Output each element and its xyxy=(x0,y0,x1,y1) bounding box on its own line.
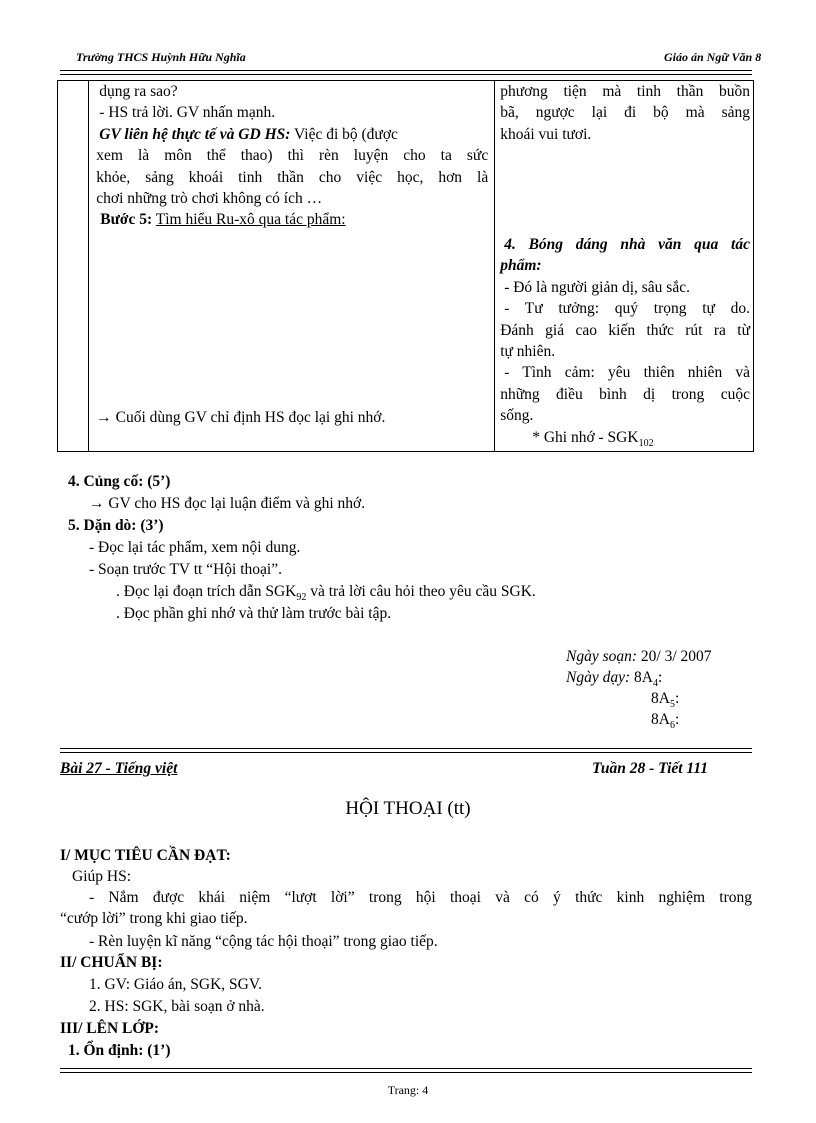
class-line xyxy=(651,709,679,736)
footer-rule xyxy=(60,1068,752,1073)
section4-heading: 4. Bóng dáng nhà văn qua tác xyxy=(504,236,750,253)
section4-heading-cont: phẩm: xyxy=(500,257,542,275)
left-bold-lead: GV liên hệ thực tế và GD HS: xyxy=(99,125,291,143)
class-suffix: : xyxy=(657,669,663,686)
section-line: Giúp HS: xyxy=(72,868,131,885)
consolidate-text: GV cho HS đọc lại luận điểm và ghi nhớ. xyxy=(108,495,366,512)
left-line: khỏe, sảng khoái tinh thần cho việc học, hơn là xyxy=(96,168,489,186)
homework-line: - Soạn trước TV tt “Hội thoại”. xyxy=(89,561,282,578)
class-sub: 6 xyxy=(669,720,675,732)
right-line: - Đó là người giản dị, sâu sắc. xyxy=(504,278,690,296)
left-line: xem là môn thể thao) thì rèn luyện cho ta sức xyxy=(96,147,489,165)
right-line: Đánh giá cao kiến thức rút ra từ xyxy=(500,321,750,339)
section-line: - Rèn luyện kĩ năng “cộng tác hội thoại” trong giao tiếp. xyxy=(89,933,438,950)
section-title: I/ MỤC TIÊU CẦN ĐẠT: xyxy=(60,847,231,864)
class-sub: 5 xyxy=(669,699,675,711)
homework-text: . Đọc lại đoạn trích dẫn SGK xyxy=(116,583,297,600)
step5-line xyxy=(96,209,488,230)
date-day xyxy=(566,667,662,694)
memo-note xyxy=(500,427,750,455)
class-code: 8A xyxy=(651,690,670,707)
left-line: dụng ra sao? xyxy=(99,83,178,100)
right-line: - Tư tưởng: quý trọng tự do. xyxy=(504,300,750,318)
section-title: II/ CHUẨN BỊ: xyxy=(60,954,163,971)
right-line: phương tiện mà tinh thần buồn xyxy=(500,83,750,100)
activity-table xyxy=(57,80,754,452)
left-line-rest: Việc đi bộ (được xyxy=(290,125,398,143)
right-section-4 xyxy=(500,234,750,454)
step5-label: Bước 5: xyxy=(100,211,153,229)
header-school: Trường THCS Huỳnh Hữu Nghĩa xyxy=(76,50,246,64)
class-code: 8A xyxy=(634,669,653,686)
class-suffix: : xyxy=(674,690,680,707)
section-line: 1. GV: Giáo án, SGK, SGV. xyxy=(89,976,262,993)
left-last-text: Cuối dùng GV chỉ định HS đọc lại ghi nhớ. xyxy=(115,409,386,426)
table-index-column xyxy=(58,81,89,452)
right-line: bã, ngược lại đi bộ mà sảng xyxy=(500,104,750,122)
lesson-right: Tuần 28 - Tiết 111 xyxy=(592,760,708,777)
arrow-icon: → xyxy=(89,495,105,512)
class-suffix: : xyxy=(674,711,680,728)
consolidate-title: 4. Củng cố: (5’) xyxy=(68,473,171,490)
class-sub: 4 xyxy=(652,678,658,690)
left-line: chơi những trò chơi không có ích … xyxy=(96,190,323,208)
section-title: III/ LÊN LỚP: xyxy=(60,1020,160,1037)
table-content-column xyxy=(495,81,754,452)
date-soan xyxy=(566,646,712,667)
date-soan-value: 20/ 3/ 2007 xyxy=(637,648,712,665)
section-line: 2. HS: SGK, bài soạn ở nhà. xyxy=(89,998,265,1015)
memo-note-text: * Ghi nhớ - SGK xyxy=(532,428,639,446)
page-number: Trang: 4 xyxy=(387,1083,429,1097)
left-last-line xyxy=(96,407,385,428)
date-soan-label: Ngày soạn: xyxy=(566,648,638,665)
homework-text: và trả lời câu hỏi theo yêu cầu SGK. xyxy=(306,583,536,600)
lesson-left: Bài 27 - Tiếng việt xyxy=(60,760,178,777)
right-line: - Tình cảm: yêu thiên nhiên và xyxy=(504,364,750,382)
class-code: 8A xyxy=(651,711,670,728)
arrow-icon: → xyxy=(96,409,112,426)
left-line: - HS trả lời. GV nhấn mạnh. xyxy=(99,104,276,122)
section-line: - Nắm được khái niệm “lượt lời” trong hội thoại và có ý thức kinh nghiệm trong xyxy=(89,889,752,906)
right-line: những điều bình dị trong cuộc xyxy=(500,385,750,403)
memo-note-sub: 102 xyxy=(638,437,654,449)
homework-title: 5. Dặn dò: (3’) xyxy=(68,517,164,534)
date-day-label: Ngày dạy: xyxy=(566,669,631,686)
step5-text: Tìm hiểu Ru-xô qua tác phẩm: xyxy=(155,211,346,229)
consolidate-line xyxy=(89,493,365,514)
homework-line: . Đọc phần ghi nhớ và thử làm trước bài tập. xyxy=(116,605,392,622)
lesson-title: HỘI THOẠI (tt) xyxy=(345,798,471,819)
right-line: tự nhiên. xyxy=(500,343,556,361)
lesson-rule xyxy=(60,748,752,753)
section-line: “cướp lời” trong khi giao tiếp. xyxy=(60,910,248,927)
homework-line: - Đọc lại tác phẩm, xem nội dung. xyxy=(89,539,301,556)
header-rule xyxy=(60,70,752,75)
table-teacher-column xyxy=(89,81,495,452)
right-line: khoái vui tươi. xyxy=(500,125,592,143)
homework-sub: 92 xyxy=(296,592,307,604)
section-line: 1. Ổn định: (1’) xyxy=(68,1042,171,1059)
right-line: sống. xyxy=(500,407,534,425)
left-line xyxy=(96,124,488,145)
header-subject: Giáo án Ngữ Văn 8 xyxy=(664,50,762,64)
